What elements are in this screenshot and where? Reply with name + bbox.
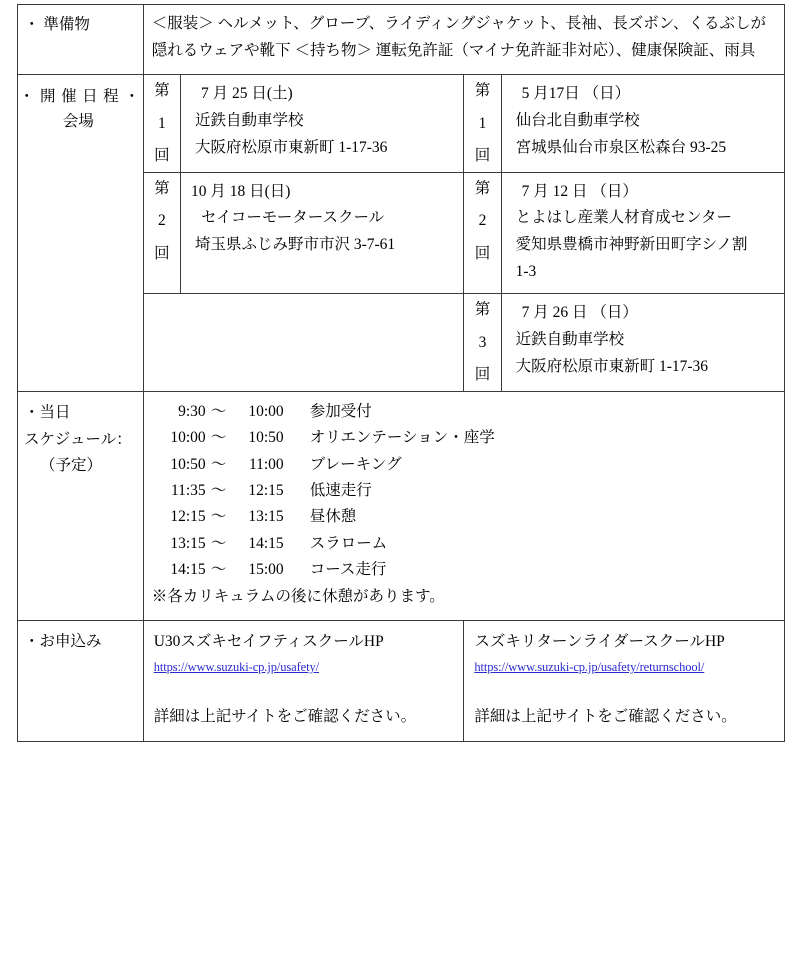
left-session-1-venue-cell bbox=[180, 75, 463, 173]
preparation-label: ・ 準備物 bbox=[24, 16, 90, 33]
venue-date: 7 月 26 日 （日） bbox=[521, 304, 638, 322]
daily-schedule-label-line2: スケジュール： bbox=[24, 430, 132, 448]
application-label-cell bbox=[18, 620, 144, 741]
venue-address: 大阪府松原市東新町 1-17-36 bbox=[515, 357, 709, 375]
left-session-2-venue-cell bbox=[180, 172, 463, 294]
venue-block bbox=[502, 294, 784, 388]
session-kanji: 第 bbox=[474, 82, 491, 100]
right-session-1-number-cell bbox=[464, 75, 501, 173]
application-right-body bbox=[464, 621, 784, 741]
left-session-3-empty-cell bbox=[143, 294, 464, 392]
session-number: 2 bbox=[478, 212, 487, 230]
venue-block bbox=[502, 75, 784, 169]
right-session-1-venue-cell bbox=[501, 75, 784, 173]
venue-address: 愛知県豊橋市神野新田町字シノ割 bbox=[515, 236, 748, 254]
session-suffix: 回 bbox=[474, 244, 491, 262]
daily-schedule-label-line3: （予定） bbox=[40, 457, 103, 475]
venue-block bbox=[502, 173, 784, 294]
session-number: 3 bbox=[478, 333, 487, 351]
schedule-venue-label-line2: 会場 bbox=[62, 113, 94, 131]
session-kanji: 第 bbox=[154, 179, 170, 197]
agenda-end-time: 10:00 bbox=[248, 402, 284, 420]
venue-block bbox=[181, 173, 463, 267]
agenda-activity: ブレーキング bbox=[309, 455, 402, 473]
agenda-time-separator: 〜 bbox=[210, 455, 227, 473]
agenda-time-separator: 〜 bbox=[210, 534, 227, 552]
right-session-2-number-cell bbox=[464, 172, 501, 294]
event-information-table bbox=[17, 4, 785, 742]
session-suffix: 回 bbox=[154, 244, 170, 262]
table-row-application bbox=[18, 620, 785, 741]
agenda-end-time: 11:00 bbox=[248, 455, 284, 473]
agenda-time-separator: 〜 bbox=[210, 429, 227, 447]
application-site-name: U30スズキセイフティスクールHP bbox=[153, 632, 384, 650]
agenda-note: ※各カリキュラムの後に休憩があります。 bbox=[151, 588, 445, 606]
agenda-activity: コース走行 bbox=[309, 561, 387, 578]
belongings-heading: ＜持ち物＞ bbox=[294, 41, 372, 59]
agenda-time-separator: 〜 bbox=[210, 481, 227, 499]
agenda-activity: オリエンテーション・座学 bbox=[309, 429, 495, 447]
venue-date: 5 月17日 （日） bbox=[521, 85, 631, 103]
session-kanji: 第 bbox=[474, 301, 491, 319]
session-kanji: 第 bbox=[474, 179, 491, 197]
venue-name: セイコーモータースクール bbox=[200, 209, 385, 227]
application-note: 詳細は上記サイトをご確認ください。 bbox=[153, 708, 417, 726]
agenda-start-time: 12:15 bbox=[170, 508, 206, 526]
daily-schedule-label bbox=[18, 392, 143, 488]
application-url-link[interactable]: https://www.suzuki-cp.jp/usafety/ bbox=[153, 660, 319, 675]
clothing-heading: ＜服装＞ bbox=[151, 15, 214, 32]
session-kanji: 第 bbox=[154, 82, 170, 100]
session-number-stack bbox=[464, 173, 500, 270]
agenda-activity: スラローム bbox=[309, 534, 388, 552]
agenda-end-time: 15:00 bbox=[248, 561, 284, 578]
agenda-row bbox=[152, 531, 776, 557]
session-number-stack bbox=[464, 294, 500, 391]
agenda-row bbox=[152, 478, 776, 504]
agenda-start-time: 14:15 bbox=[170, 561, 206, 578]
left-session-2-number-cell bbox=[143, 172, 180, 294]
venue-date: 7 月 25 日(土) bbox=[200, 85, 293, 103]
table-row-session-1 bbox=[18, 75, 785, 173]
session-number: 1 bbox=[478, 114, 487, 132]
table-row-daily-schedule bbox=[18, 391, 785, 620]
agenda-activity: 昼休憩 bbox=[309, 508, 357, 526]
agenda-row bbox=[152, 399, 776, 425]
schedule-venue-label-cell bbox=[18, 75, 144, 392]
application-label: ・お申込み bbox=[24, 632, 102, 650]
venue-address: 宮城県仙台市泉区松森台 93-25 bbox=[515, 138, 727, 156]
agenda-end-time: 13:15 bbox=[248, 508, 284, 526]
session-number-stack bbox=[144, 173, 180, 270]
venue-date: 10 月 18 日(日) bbox=[190, 182, 291, 200]
agenda-start-time: 10:00 bbox=[170, 429, 206, 447]
left-session-1-number-cell bbox=[143, 75, 180, 173]
agenda-time-separator: 〜 bbox=[210, 508, 227, 526]
venue-address-line2: 1-3 bbox=[515, 262, 537, 280]
agenda-start-time: 13:15 bbox=[170, 534, 206, 552]
session-number-stack bbox=[464, 75, 500, 172]
daily-schedule-label-line1: ・当日 bbox=[24, 403, 71, 421]
schedule-venue-label bbox=[18, 75, 143, 134]
preparation-body-cell bbox=[143, 5, 784, 75]
session-suffix: 回 bbox=[474, 366, 491, 384]
venue-address: 埼玉県ふじみ野市市沢 3-7-61 bbox=[194, 236, 396, 254]
application-url-link[interactable]: https://www.suzuki-cp.jp/usafety/returnschool/ bbox=[474, 660, 705, 675]
right-session-2-venue-cell bbox=[501, 172, 784, 294]
venue-address: 大阪府松原市東新町 1-17-36 bbox=[194, 138, 388, 156]
application-site-name: スズキリターンライダースクールHP bbox=[474, 632, 725, 650]
agenda-row bbox=[152, 504, 776, 530]
agenda-start-time: 9:30 bbox=[178, 402, 206, 420]
application-right-cell bbox=[464, 620, 785, 741]
application-left-cell bbox=[143, 620, 464, 741]
agenda-start-time: 11:35 bbox=[170, 481, 206, 499]
daily-schedule-label-cell bbox=[18, 391, 144, 620]
session-number: 1 bbox=[157, 114, 166, 132]
preparation-body bbox=[144, 5, 784, 74]
session-suffix: 回 bbox=[154, 147, 170, 165]
venue-name: 近鉄自動車学校 bbox=[515, 331, 625, 349]
agenda-time-separator: 〜 bbox=[210, 561, 227, 578]
preparation-label-cell bbox=[18, 5, 144, 75]
agenda-row bbox=[152, 425, 776, 451]
agenda-row bbox=[152, 557, 776, 583]
agenda-list bbox=[144, 392, 784, 620]
daily-schedule-body-cell bbox=[143, 391, 784, 620]
right-session-3-venue-cell bbox=[501, 294, 784, 392]
agenda-end-time: 12:15 bbox=[248, 481, 284, 499]
application-left-body bbox=[144, 621, 464, 741]
application-note: 詳細は上記サイトをご確認ください。 bbox=[474, 708, 737, 726]
schedule-venue-label-line1: ・開催日程・ bbox=[19, 88, 140, 106]
belongings-text: 運転免許証（マイナ免許証非対応）、健康保険証、雨具 bbox=[375, 41, 756, 59]
venue-name: 近鉄自動車学校 bbox=[194, 111, 304, 129]
venue-block bbox=[181, 75, 463, 169]
agenda-end-time: 10:50 bbox=[248, 429, 284, 447]
venue-name: 仙台北自動車学校 bbox=[515, 111, 640, 129]
agenda-end-time: 14:15 bbox=[248, 534, 284, 552]
session-number-stack bbox=[144, 75, 180, 172]
agenda-start-time: 10:50 bbox=[170, 455, 206, 473]
session-number: 2 bbox=[157, 212, 166, 230]
agenda-activity: 低速走行 bbox=[309, 481, 372, 499]
table-row-preparation bbox=[18, 5, 785, 75]
agenda-row bbox=[152, 452, 776, 478]
right-session-3-number-cell bbox=[464, 294, 501, 392]
agenda-time-separator: 〜 bbox=[210, 402, 227, 420]
agenda-activity: 参加受付 bbox=[309, 402, 372, 420]
clothing-text: ヘルメット、グローブ、ライディングジャケット、長袖、長ズボン、くるぶしが隠れるウェアや靴下 bbox=[151, 15, 766, 59]
venue-name: とよはし産業人材育成センター bbox=[515, 209, 732, 227]
venue-date: 7 月 12 日 （日） bbox=[521, 182, 638, 200]
session-suffix: 回 bbox=[474, 147, 491, 165]
